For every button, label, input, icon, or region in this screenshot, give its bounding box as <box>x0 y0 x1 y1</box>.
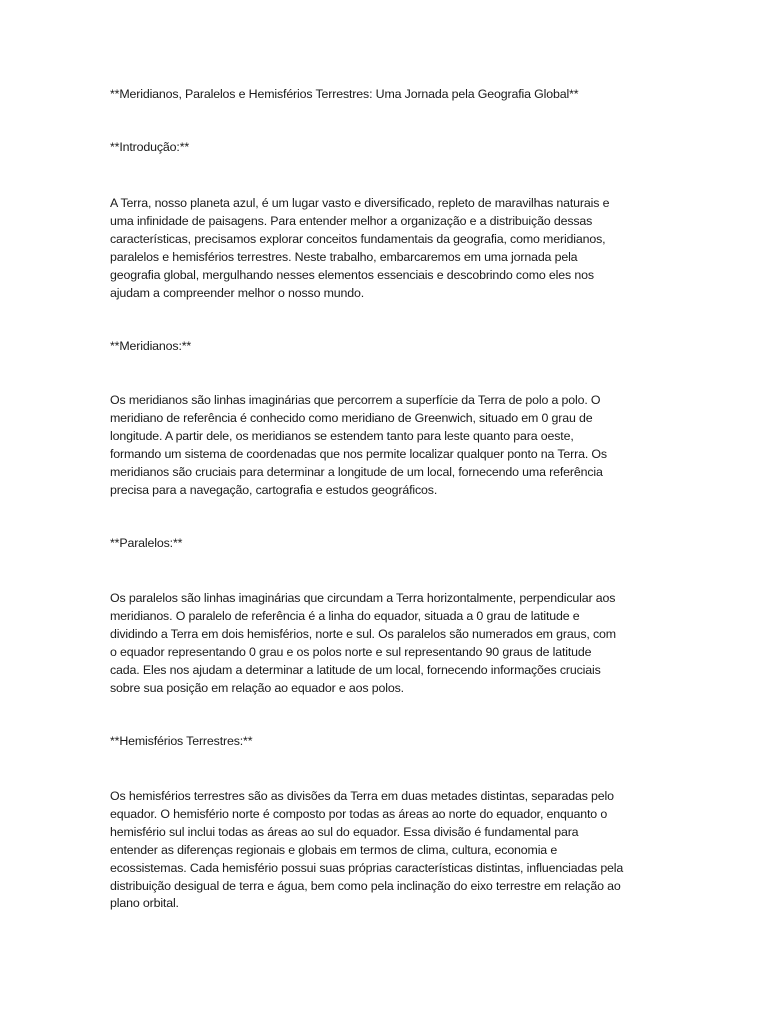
paragraph-line: distribuição desigual de terra e água, bem como pela inclinação do eixo terrestre em relação ao <box>110 878 621 893</box>
heading-text: **Paralelos:** <box>110 536 183 550</box>
paragraph-line: equador. O hemisfério norte é composto por todas as áreas ao norte do equador, enquanto o <box>110 806 608 821</box>
paragraph-line: cada. Eles nos ajudam a determinar a latitude de um local, fornecendo informações cruciais <box>110 662 601 677</box>
paragraph-line: plano orbital. <box>110 896 179 911</box>
paragraph-line: meridiano de referência é conhecido como meridiano de Greenwich, situado em 0 grau de <box>110 410 593 425</box>
paragraph-line: entender as diferenças regionais e globais em termos de clima, cultura, economia e <box>110 842 558 857</box>
paragraph-line: Os hemisférios terrestres são as divisões da Terra em duas metades distintas, separadas pelo <box>110 789 614 803</box>
paragraph-hemisferios <box>110 788 670 913</box>
paragraph-line: ecossistemas. Cada hemisfério possui suas próprias características distintas, influenciadas pela <box>110 860 624 875</box>
paragraph-line: geografia global, mergulhando nesses elementos essenciais e descobrindo como eles nos <box>110 267 594 282</box>
paragraph-line: meridianos são cruciais para determinar a longitude de um local, fornecendo uma referência <box>110 464 603 479</box>
paragraph-line: uma infinidade de paisagens. Para entender melhor a organização e a distribuição dessas <box>110 213 593 228</box>
paragraph-line: formando um sistema de coordenadas que nos permite localizar qualquer ponto na Terra. Os <box>110 446 607 461</box>
title-text: **Meridianos, Paralelos e Hemisférios Terrestres: Uma Jornada pela Geografia Global** <box>110 87 579 101</box>
heading-text: **Meridianos:** <box>110 339 192 353</box>
paragraph-line: dividindo a Terra em dois hemisférios, norte e sul. Os paralelos são numerados em graus, com <box>110 626 616 641</box>
paragraph-line: ajudam a compreender melhor o nosso mundo. <box>110 285 365 300</box>
section-heading-hemisferios <box>110 733 670 751</box>
paragraph-line: hemisfério sul inclui todas as áreas ao sul do equador. Essa divisão é fundamental para <box>110 824 579 839</box>
heading-text: **Hemisférios Terrestres:** <box>110 734 253 748</box>
paragraph-line: precisa para a navegação, cartografia e estudos geográficos. <box>110 482 438 497</box>
paragraph-line: características, precisamos explorar conceitos fundamentais da geografia, como meridianos, <box>110 231 606 246</box>
document-title <box>110 86 670 104</box>
paragraph-line: Os paralelos são linhas imaginárias que circundam a Terra horizontalmente, perpendicular aos <box>110 591 616 605</box>
paragraph-line: sobre sua posição em relação ao equador e aos polos. <box>110 680 404 695</box>
section-heading-introducao <box>110 139 670 157</box>
paragraph-paralelos <box>110 590 670 697</box>
paragraph-introducao <box>110 195 670 302</box>
paragraph-line: A Terra, nosso planeta azul, é um lugar vasto e diversificado, repleto de maravilhas naturais e <box>110 196 610 210</box>
section-heading-paralelos <box>110 535 670 553</box>
paragraph-line: Os meridianos são linhas imaginárias que percorrem a superfície da Terra de polo a polo. O <box>110 393 601 407</box>
paragraph-line: meridianos. O paralelo de referência é a linha do equador, situada a 0 grau de latitude e <box>110 608 580 623</box>
paragraph-meridianos <box>110 392 670 499</box>
paragraph-line: paralelos e hemisférios terrestres. Neste trabalho, embarcaremos em uma jornada pela <box>110 249 578 264</box>
paragraph-line: o equador representando 0 grau e os polos norte e sul representando 90 graus de latitude <box>110 644 592 659</box>
heading-text: **Introdução:** <box>110 140 190 154</box>
paragraph-line: longitude. A partir dele, os meridianos se estendem tanto para leste quanto para oeste, <box>110 428 574 443</box>
section-heading-meridianos <box>110 338 670 356</box>
